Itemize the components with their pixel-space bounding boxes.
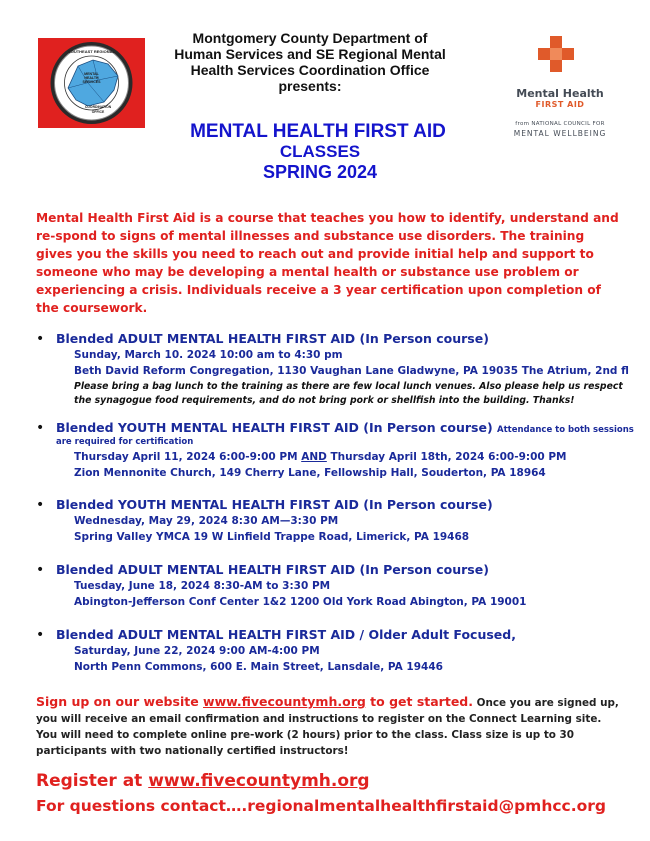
bullet: • (36, 331, 45, 347)
bullet: • (36, 420, 45, 436)
signup-lead-end: to get started. (365, 694, 473, 709)
page-subtitle-classes: CLASSES (279, 142, 361, 161)
seal-center-line-2: HEALTH (84, 76, 99, 80)
mhfa-council: MENTAL WELLBEING (513, 129, 607, 138)
bullet: • (36, 562, 45, 578)
page-subtitle-season: SPRING 2024 (262, 162, 378, 182)
seal-center-line-1: MENTAL (84, 72, 99, 76)
signup-lead (36, 694, 473, 709)
course-title: Blended ADULT MENTAL HEALTH FIRST AID / Older Adult Focused, (56, 627, 516, 642)
register-link[interactable]: www.fivecountymh.org (148, 771, 370, 791)
mhfa-name: Mental Health (516, 87, 604, 100)
course-location: Spring Valley YMCA 19 W Linfield Trappe Road, Limerick, PA 19468 (74, 531, 470, 543)
signup-lead-text: Sign up on our website (36, 694, 204, 709)
course-note: Please bring a bag lunch to the training as there are few local lunch venues. Also please help us respect (74, 381, 623, 392)
course-date: Tuesday, June 18, 2024 8:30-AM to 3:30 PM (74, 580, 331, 592)
course-date-b: Thursday April 18th, 2024 6:00-9:00 PM (326, 451, 567, 463)
page-title: MENTAL HEALTH FIRST AID (190, 121, 446, 142)
course-title-text: Blended YOUTH MENTAL HEALTH FIRST AID (In Person course) (56, 420, 493, 435)
presenter-header (160, 30, 460, 94)
seal-bottom-line-1: COORDINATION (84, 105, 112, 109)
course-date-a: Thursday April 11, 2024 6:00-9:00 PM (74, 451, 302, 463)
bullet: • (36, 627, 45, 643)
bullet: • (36, 497, 45, 513)
course-date: Sunday, March 10. 2024 10:00 am to 4:30 pm (74, 349, 343, 361)
course-subnote: are required for certification (56, 437, 194, 447)
signup-body: Once you are signed up, you will receive an email confirmation and instructions to register on the Connect Learning site. You will need to complete online pre-work (2 hours) prior to the class. Class size is up to 30 participants with two nationally certified instructors! (36, 697, 619, 757)
signup-paragraph (36, 694, 620, 759)
register-label: Register at (36, 771, 149, 791)
course-title: Blended YOUTH MENTAL HEALTH FIRST AID (In Person course) (56, 497, 493, 512)
course-inline-note: Attendance to both sessions (497, 425, 634, 435)
header-line: Human Services and SE Regional Mental (174, 46, 446, 62)
header-line: Montgomery County Department of (192, 30, 428, 46)
seal-emblem-icon (38, 38, 145, 128)
header-line: presents: (278, 78, 342, 94)
course-location: North Penn Commons, 600 E. Main Street, Lansdale, PA 19446 (74, 661, 443, 673)
course-title: Blended ADULT MENTAL HEALTH FIRST AID (In Person course) (56, 562, 489, 577)
course-location: Abington-Jefferson Conf Center 1&2 1200 Old York Road Abington, PA 19001 (74, 596, 527, 608)
course-note: the synagogue food requirements, and do not bring pork or shellfish into the building. Thanks! (74, 395, 575, 406)
course-date (74, 451, 567, 463)
course-date: Saturday, June 22, 2024 9:00 AM-4:00 PM (74, 645, 320, 657)
register-line (36, 771, 370, 791)
course-location: Beth David Reform Congregation, 1130 Vaughan Lane Gladwyne, PA 19035 The Atrium, 2nd fl (74, 365, 629, 377)
header-line: Health Services Coordination Office (190, 62, 430, 78)
seal-bottom-line-2: OFFICE (91, 110, 105, 114)
course-date-and: AND (301, 451, 327, 463)
mhfa-sub: FIRST AID (535, 100, 585, 109)
course-title: Blended ADULT MENTAL HEALTH FIRST AID (In Person course) (56, 331, 489, 346)
mhfa-from: from NATIONAL COUNCIL FOR (515, 121, 605, 127)
signup-website-link[interactable]: www.fivecountymh.org (203, 694, 366, 709)
intro-paragraph: Mental Health First Aid is a course that teaches you how to identify, understand and re-spond to signs of mental illnesses and substance use disorders. The training gives you the skills you need to reach out and provide initial help and support to someone who may be developing a mental health or substance use problem or experiencing a crisis. Individuals receive a 3 year certification upon completion of the coursework. (36, 211, 619, 315)
course-location: Zion Mennonite Church, 149 Cherry Lane, Fellowship Hall, Souderton, PA 18964 (74, 467, 546, 479)
mhfa-cross-icon (495, 36, 625, 86)
course-date: Wednesday, May 29, 2024 8:30 AM—3:30 PM (74, 515, 339, 527)
seal-center-line-3: SERVICES (82, 80, 101, 84)
regional-seal-logo (38, 38, 145, 128)
contact-line: For questions contact….regionalmentalhealthfirstaid@pmhcc.org (36, 797, 607, 815)
seal-top-text: SOUTHEAST REGIONAL (68, 49, 115, 54)
course-title (56, 420, 634, 435)
